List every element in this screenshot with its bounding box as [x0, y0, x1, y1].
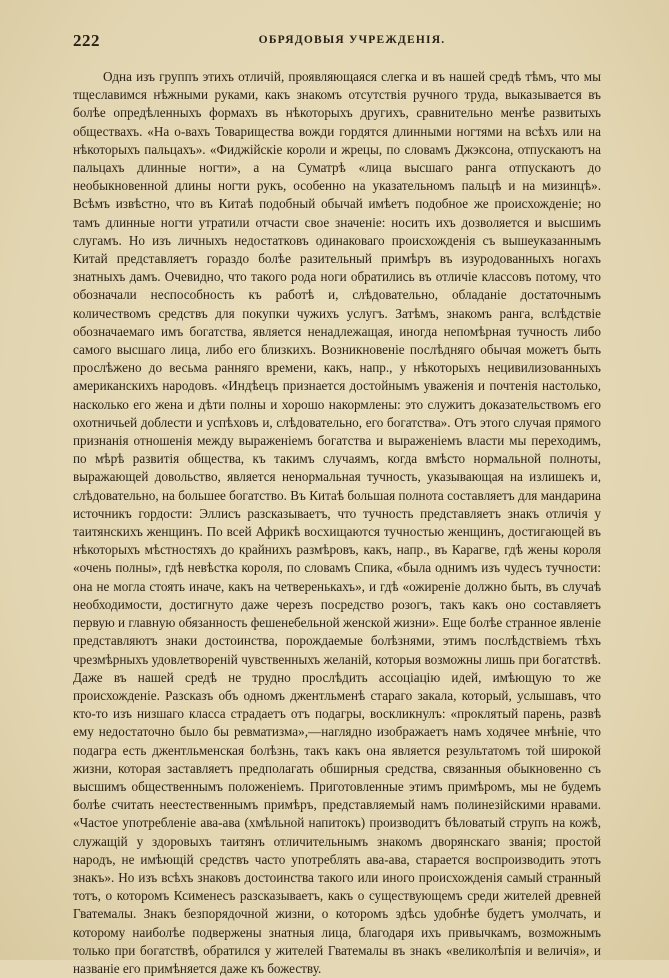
page-number: 222: [73, 31, 100, 50]
body-paragraph: Одна изъ группъ этихъ отличій, проявляющаяся слегка и въ нашей средѣ тѣмъ, что мы тщеславимся нѣжными руками, какъ знакомъ отсутствія ручного труда, выказывается въ болѣе опредѣленныхъ формахъ въ нѣкоторыхъ другихъ, сравнительно менѣе развитыхъ обществахъ. «На о-вахъ Товарищества вожди гордятся длинными ногтями на всѣхъ или на нѣкоторыхъ пальцахъ». «Фиджійскіе короли и жрецы, по словамъ Джэксона, отпускаютъ на пальцахъ длинные ногти», а на Суматрѣ «лица высшаго ранга отпускаютъ до необыкновенной длины ногти рукъ, особенно на указательномъ пальцѣ и на мизинцѣ». Всѣмъ извѣстно, что въ Китаѣ подобный обычай имѣетъ подобное же происхожденіе; но тамъ длинные ногти утратили отчасти свое значеніе: носить ихъ дозволяется и высшимъ слугамъ. Но изъ личныхъ недостатковъ одинаковаго происхожденія съ вышеуказаннымъ Китай представляетъ гораздо болѣе разительный примѣръ въ изуродованныхъ ногахъ знатныхъ дамъ. Очевидно, что такого рода ноги обратились въ отличіе классовъ потому, что обозначали неспособность къ работѣ и, слѣдовательно, обладаніе достаточнымъ количествомъ средствъ для покупки чужихъ услугъ. Затѣмъ, знакомъ ранга, вслѣдствіе обозначаемаго имъ богатства, является ненадлежащая, иногда непомѣрная тучность либо самого высшаго лица, либо его близкихъ. Возникновеніе послѣдняго обычая можетъ быть прослѣжено до весьма ранняго времени, какъ, напр., у нѣкоторыхъ нецивилизованныхъ американскихъ народовъ. «Индѣецъ признается достойнымъ уваженія и почтенія настолько, насколько его жена и дѣти полны и хорошо накормлены: это служитъ доказательствомъ его охотничьей доблести и успѣховъ и, слѣдовательно, его богатства». Отъ этого случая прямого признанія отношенія между выраженіемъ богатства и выраженіемъ власти мы переходимъ, по мѣрѣ развитія общества, къ такимъ случаямъ, когда вмѣсто нормальной полноты, выражающей довольство, является ненормальная тучность, указывающая на излишекъ и, слѣдовательно, на большее богатство. Въ Китаѣ большая полнота составляетъ для мандарина источникъ гордости: Эллисъ разсказываетъ, что тучность представляетъ знакъ отличія у таитянскихъ женщинъ. По всей Африкѣ восхищаются тучностью женщинъ, достигающей въ нѣкоторыхъ мѣстностяхъ до крайнихъ размѣровъ, какъ, напр., въ Карагве, гдѣ жены короля «очень полны», гдѣ невѣстка короля, по словамъ Спика, «была однимъ изъ чудесъ тучности: она не могла стоять иначе, какъ на четверенькахъ», и гдѣ «ожиреніе должно быть, въ случаѣ необходимости, достигнуто даже черезъ посредство розогъ, такъ какъ оно составляетъ первую и главную обязанность фешенебельной женской жизни». Еще болѣе странное явленіе представляютъ знаки достоинства, порождаемые болѣзнями, этимъ послѣдствіемъ тѣхъ чрезмѣрныхъ удовлетвореній чувственныхъ желаній, которыя возможны лишь при богатствѣ. Даже въ нашей средѣ не трудно прослѣдить ассоціацію идей, имѣющую то же происхожденіе. Разсказъ объ одномъ джентльменѣ стараго закала, который, услышавъ, что кто-то изъ низшаго класса страдаетъ отъ подагры, воскликнулъ: «проклятый парень, развѣ ему недостаточно было бы ревматизма»,—наглядно изображаетъ намъ ходячее мнѣніе, что подагра есть джентльменская болѣзнь, такъ какъ она является результатомъ той широкой жизни, которая заставляетъ предполагать обширныя средства, связанныя обыкновенно съ высшимъ общественнымъ положеніемъ. Приготовленные этимъ примѣромъ, мы не будемъ болѣе считать неестественнымъ примѣръ, представляемый намъ полинезійскими нравами. «Частое употребленіе ава-ава (хмѣльной напитокъ) производитъ бѣловатый струпъ на кожѣ, служащій у здоровыхъ таитянъ отличительнымъ знакомъ дворянскаго званія; простой народъ, не имѣющій средствъ часто употреблять ава-ава, старается воспроизводить этотъ знакъ». Но изъ всѣхъ знаковъ достоинства такого или иного происхожденія самый странный тотъ, о которомъ Ксименесъ разсказываетъ, какъ о существующемъ среди жителей древней Гватемалы. Знакъ безпорядочной жизни, о которомъ здѣсь удобнѣе будетъ умолчать, и которому наиболѣе подвержены знатныя лица, благодаря ихъ привычкамъ, возможнымъ только при богатствѣ, обратился у жителей Гватемалы въ знакъ «великолѣпія и величія», и названіе его примѣняется даже къ божеству.: [73, 69, 601, 976]
running-title: ОБРЯДОВЫЯ УЧРЕЖДЕНІЯ.: [258, 34, 446, 46]
page-header: [73, 31, 601, 51]
